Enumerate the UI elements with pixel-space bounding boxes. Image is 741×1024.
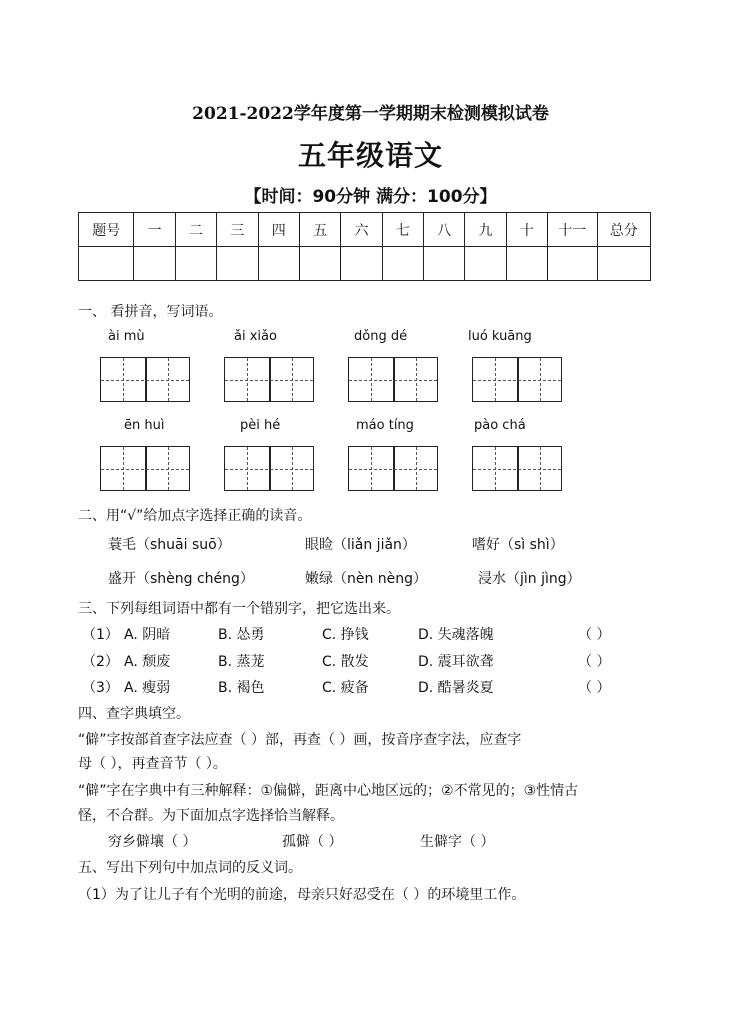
option-a[interactable]: A. 阴暗 [124,627,171,643]
option-a[interactable]: A. 颓废 [124,654,171,670]
tianzi-grid[interactable] [472,446,562,491]
score-cell[interactable] [548,247,597,281]
question-number: （2） [82,654,119,670]
question-number: （3） [82,680,119,696]
tianzi-grid[interactable] [224,446,314,491]
definition-choice[interactable]: 穷乡僻壤（ ） [108,834,197,850]
score-header-cell: 七 [382,213,423,247]
pronunciation-item[interactable]: 嫩绿（nèn nèng） [305,571,428,587]
score-header-cell: 四 [258,213,299,247]
section1-heading: 一、 看拼音，写词语。 [78,304,223,320]
score-header-cell: 题号 [79,213,134,247]
answer-blank[interactable]: （ ） [578,627,611,643]
option-c[interactable]: C. 挣钱 [322,627,369,643]
option-d[interactable]: D. 酷暑炎夏 [418,680,494,696]
score-cell[interactable] [175,247,216,281]
score-cell[interactable] [299,247,340,281]
score-header-cell: 十 [506,213,547,247]
antonym-question[interactable]: （1）为了让儿子有个光明的前途，母亲只好忍受在（ ）的环境里工作。 [78,887,526,903]
question-number: （1） [82,627,119,643]
time-score-info: 【时间：90分钟 满分：100分】 [244,187,497,207]
pronunciation-item[interactable]: 蓑毛（shuāi suō） [108,537,231,553]
option-a[interactable]: A. 瘦弱 [124,680,171,696]
score-header-cell: 九 [465,213,506,247]
pinyin-label: luó kuāng [468,329,532,344]
tianzi-grid[interactable] [224,357,314,402]
definition-line: “僻”字在字典中有三种解释：①偏僻，距离中心地区远的；②不常见的；③性情古 [78,783,579,799]
score-header-cell: 八 [424,213,465,247]
section3-heading: 三、下列每组词语中都有一个错别字，把它选出来。 [78,601,400,617]
score-table [78,212,651,281]
option-b[interactable]: B. 蒸茏 [218,654,265,670]
score-cell[interactable] [465,247,506,281]
pinyin-label: pèi hé [240,418,281,433]
score-table-header-row [79,213,651,247]
subject-title: 五年级语文 [297,139,443,172]
score-cell[interactable] [506,247,547,281]
option-c[interactable]: C. 疲备 [322,680,369,696]
definition-choice[interactable]: 孤僻（ ） [282,834,343,850]
pinyin-label: pào chá [474,418,526,433]
score-header-cell: 五 [299,213,340,247]
answer-blank[interactable]: （ ） [578,654,611,670]
score-header-cell: 三 [217,213,258,247]
option-d[interactable]: D. 失魂落魄 [418,627,494,643]
score-cell[interactable] [79,247,134,281]
section5-heading: 五、写出下列句中加点词的反义词。 [78,860,302,876]
score-cell[interactable] [424,247,465,281]
pronunciation-item[interactable]: 盛开（shèng chéng） [108,571,254,587]
score-header-cell: 六 [341,213,382,247]
definition-choice[interactable]: 生僻字（ ） [420,834,495,850]
option-c[interactable]: C. 散发 [322,654,369,670]
tianzi-grid[interactable] [348,357,438,402]
section2-heading: 二、用“√”给加点字选择正确的读音。 [78,508,312,524]
pinyin-label: ǎi xiǎo [234,329,277,344]
score-header-cell: 总分 [597,213,651,247]
score-cell[interactable] [382,247,423,281]
score-cell[interactable] [258,247,299,281]
exam-title: 2021-2022学年度第一学期期末检测模拟试卷 [192,104,549,124]
score-header-cell: 一 [134,213,175,247]
pinyin-label: máo tíng [356,418,414,433]
pinyin-label: ēn huì [124,418,165,433]
section4-heading: 四、查字典填空。 [78,706,190,722]
pronunciation-item[interactable]: 嗜好（sì shì） [472,537,564,553]
pinyin-label: ài mù [108,329,145,344]
dictionary-line: 母（ ），再查音节（ ）。 [78,756,227,772]
tianzi-grid[interactable] [472,357,562,402]
option-b[interactable]: B. 怂勇 [218,627,265,643]
score-cell[interactable] [134,247,175,281]
score-table-blank-row [79,247,651,281]
score-header-cell: 二 [175,213,216,247]
tianzi-grid[interactable] [348,446,438,491]
score-cell[interactable] [217,247,258,281]
tianzi-grid[interactable] [100,446,190,491]
option-b[interactable]: B. 褐色 [218,680,265,696]
option-d[interactable]: D. 震耳欲聋 [418,654,494,670]
pronunciation-item[interactable]: 眼睑（liǎn jiǎn） [305,537,416,553]
score-header-cell: 十一 [548,213,597,247]
definition-line: 怪，不合群。为下面加点字选择恰当解释。 [78,808,344,824]
dictionary-line: “僻”字按部首查字法应查（ ）部，再查（ ）画，按音序查字法，应查字 [78,732,522,748]
score-cell[interactable] [341,247,382,281]
pronunciation-item[interactable]: 浸水（jìn jìng） [478,571,581,587]
score-cell[interactable] [597,247,651,281]
pinyin-label: dǒng dé [354,329,408,344]
answer-blank[interactable]: （ ） [578,680,611,696]
tianzi-grid[interactable] [100,357,190,402]
